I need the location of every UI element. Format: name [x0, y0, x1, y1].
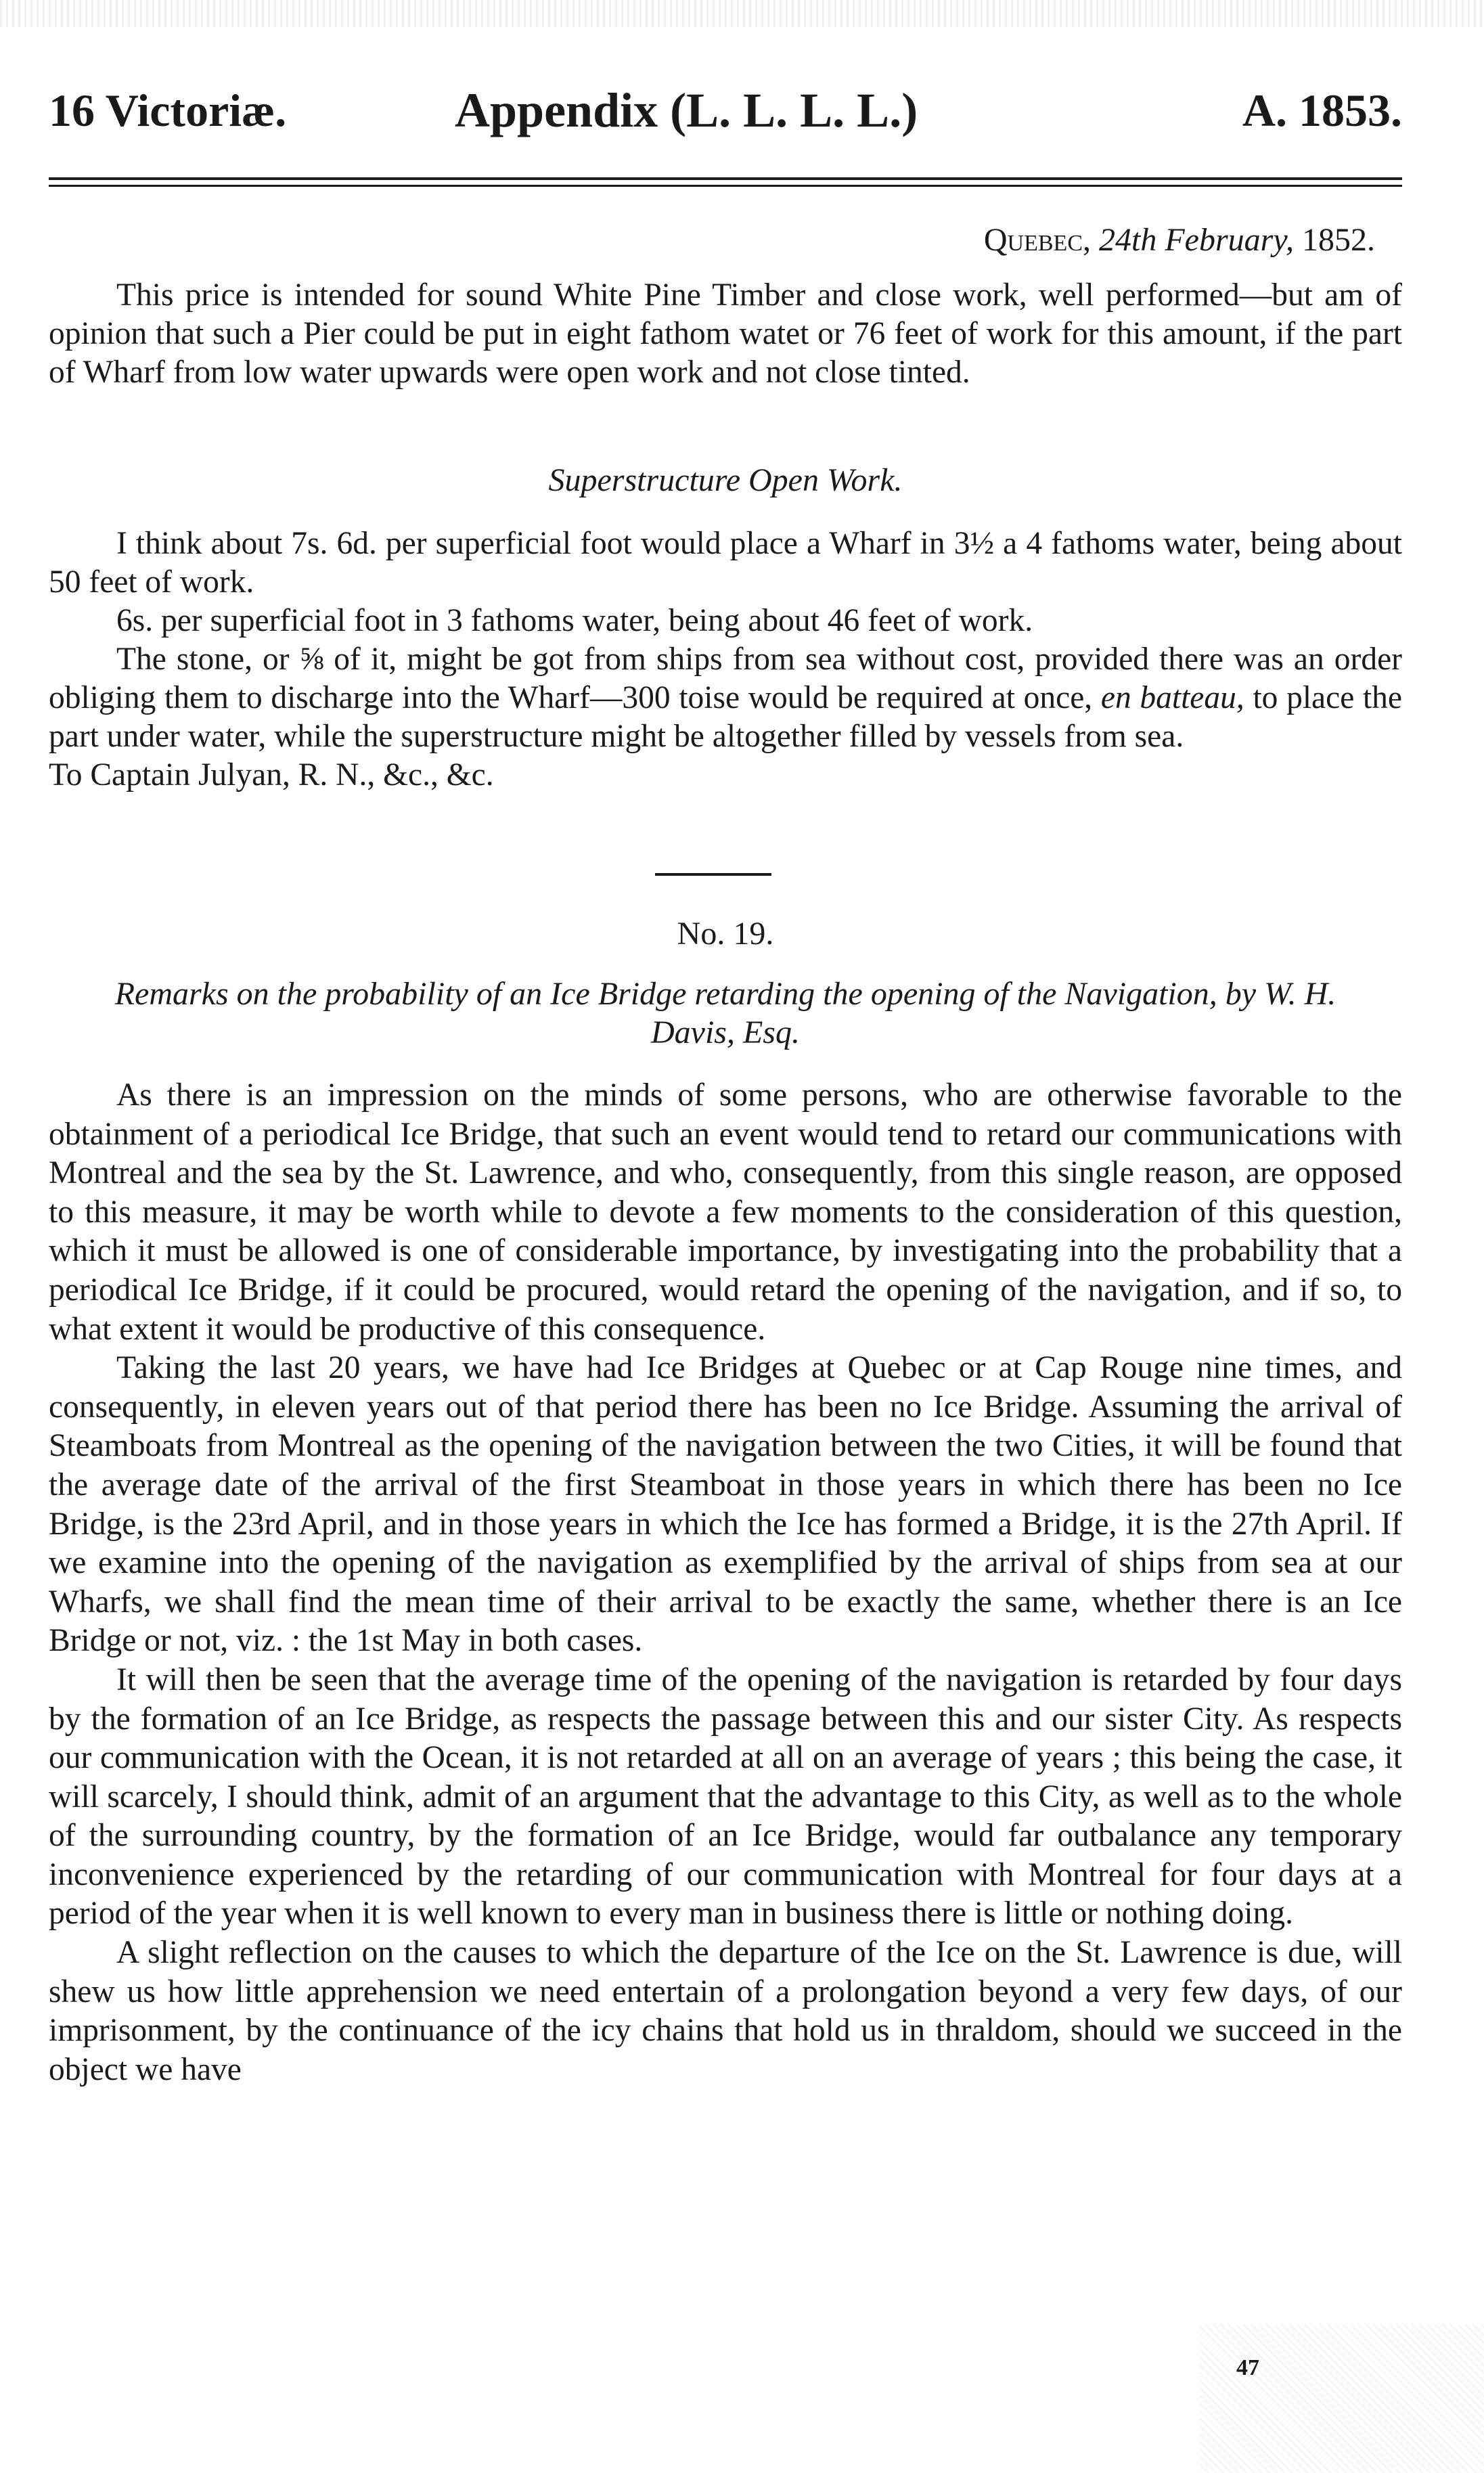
price-paragraph-block [49, 276, 1402, 392]
section-title-text: Remarks on the probability of an Ice Bridge retarding the opening of the Navigation, by W. H. Davis, Esq. [114, 976, 1336, 1050]
body-paragraph-4: A slight reflection on the causes to which the departure of the Ice on the St. Lawrence is due, will shew us how little apprehension we need entertain of a prolongation beyond a very few days, of our imprisonment, by the continuance of the icy chains that hold us in thraldom, should we succeed in the object we have [49, 1935, 1402, 2087]
paragraph-stone [49, 640, 1402, 756]
stone-text-a: The stone, or ⅝ of it, might be got from ships from sea without cost, provided there was an order obliging them to discharge into the Wharf—300 toise would be required at once, [49, 642, 1402, 715]
dateline-year: 1852. [1302, 222, 1375, 258]
header-appendix: Appendix (L. L. L. L.) [455, 83, 918, 137]
superstructure-heading [49, 460, 1402, 501]
section-divider [655, 873, 771, 876]
page [49, 0, 1402, 2473]
superstructure-heading-text: Superstructure Open Work. [548, 462, 903, 498]
superstructure-block [49, 525, 1402, 795]
header-double-rule [49, 177, 1402, 187]
section-title [76, 975, 1375, 1052]
price-paragraph: This price is intended for sound White Pine Timber and close work, well performed—but am of opinion that such a Pier could be put in eight fathom watet or 76 feet of work for this amount, if the part of Wharf from low water upwards were open work and not close tinted. [49, 277, 1402, 390]
paragraph-7s: I think about 7s. 6d. per superficial foot would place a Wharf in 3½ a 4 fathoms water, being about 50 feet of work. [49, 526, 1402, 600]
dateline-date: 24th February, [1099, 222, 1294, 258]
body-paragraph-1: As there is an impression on the minds of some persons, who are otherwise favorable to the obtainment of a periodical Ice Bridge, that such an event would tend to retard our communications with Montreal and the sea by the St. Lawrence, and who, consequently, from this single reason, are opposed to this measure, it may be worth while to devote a few moments to the consideration of this question, which it must be allowed is one of considerable importance, by investigating into the probability that a periodical Ice Bridge, if it could be procured, would retard the opening of the navigation, and if so, to what extent it would be productive of this consequence. [49, 1077, 1402, 1347]
stone-text-b: to place the part under water, while the superstructure might be altogether filled by vessels from sea. [49, 680, 1403, 754]
body-paragraph-2: Taking the last 20 years, we have had Ice Bridges at Quebec or at Cap Rouge nine times, and consequently, in eleven years out of that period there has been no Ice Bridge. Assuming the arrival of Steamboats from Montreal as the opening of the navigation between the two Cities, it will be found that the average date of the arrival of the first Steamboat in those years in which there has been no Ice Bridge, is the 23rd April, and in those years in which the Ice has formed a Bridge, it is the 27th April. If we examine into the opening of the navigation as exemplified by the arrival of ships from sea at our Wharfs, we shall find the mean time of their arrival to be exactly the same, whether there is an Ice Bridge or not, viz. : the 1st May in both cases. [49, 1350, 1402, 1659]
page-number: 47 [1236, 2355, 1259, 2380]
header-session: 16 Victoriæ. [49, 85, 287, 136]
paragraph-6s: 6s. per superficial foot in 3 fathoms water, being about 46 feet of work. [116, 603, 1033, 638]
dateline-place: Quebec, [983, 222, 1092, 258]
body-paragraph-3: It will then be seen that the average time of the opening of the navigation is retarded by four days by the formation of an Ice Bridge, as respects the passage between this and our sister City. As respects our communication with the Ocean, it is not retarded at all on an average of years ; this being the case, it will scarcely, I should think, admit of an argument that the advantage to this City, as well as to the whole of the surrounding country, by the formation of an Ice Bridge, would far outbalance any temporary inconvenience experienced by the retarding of our communication with Montreal for four days at a period of the year when it is well known to every man in business there is little or nothing doing. [49, 1662, 1402, 1932]
dateline [984, 220, 1375, 261]
header-year: A. 1853. [1242, 85, 1402, 136]
remarks-body [49, 1076, 1402, 2089]
running-header [49, 80, 1402, 141]
section-number: No. 19. [677, 916, 774, 952]
stone-text-italic: en batteau, [1100, 680, 1244, 715]
paragraph-addressee: To Captain Julyan, R. N., &c., &c. [49, 757, 494, 793]
